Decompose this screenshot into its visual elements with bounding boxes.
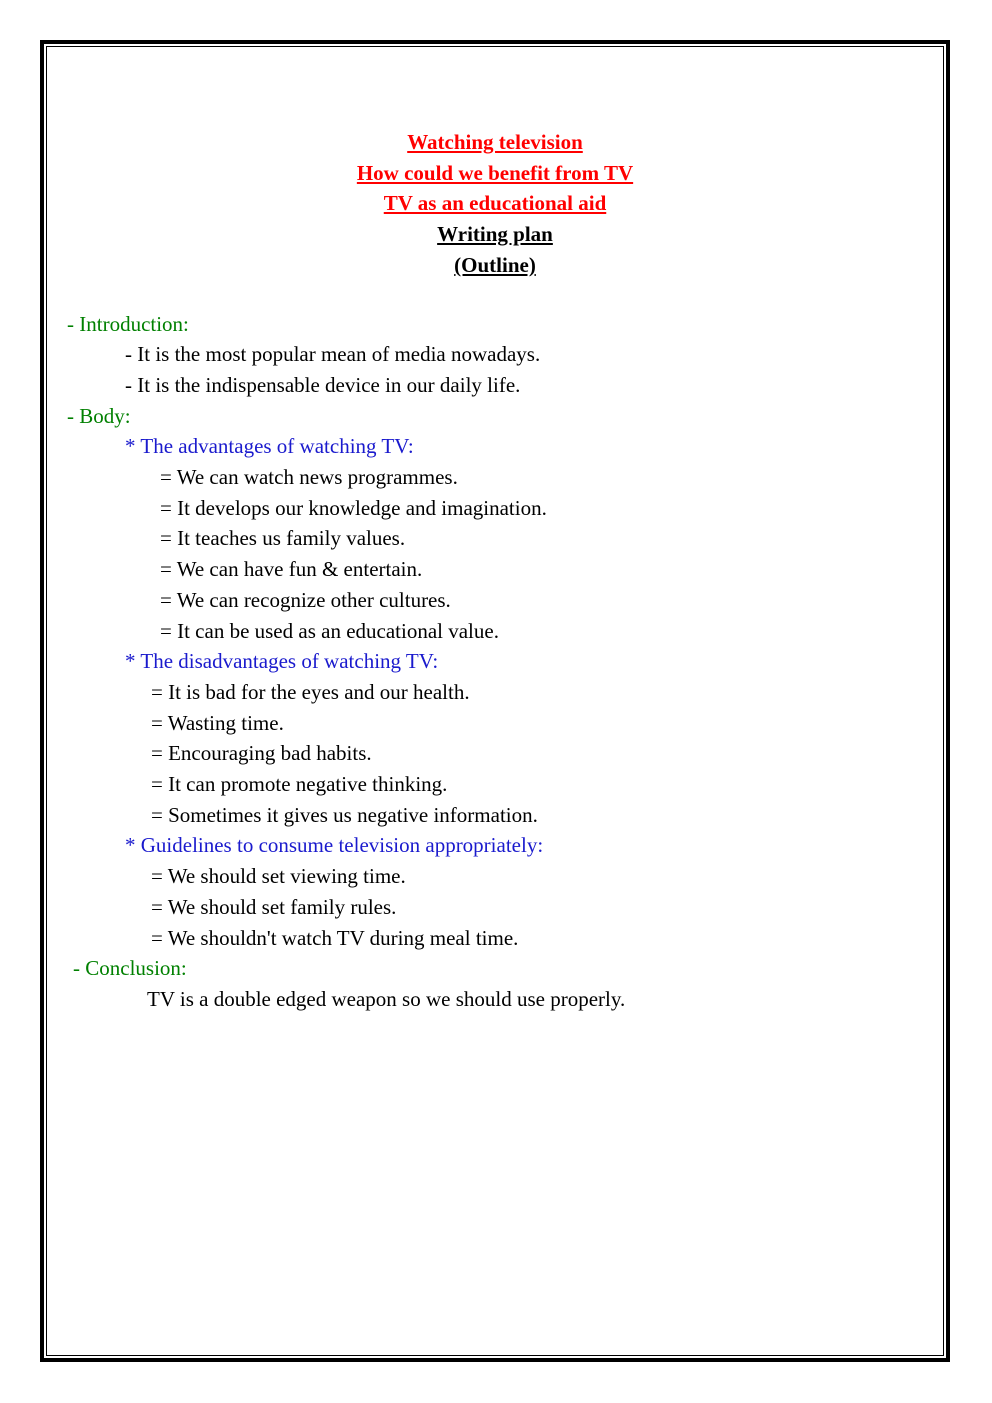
- outline-content: [47, 309, 943, 1015]
- advantages-item: = We can watch news programmes.: [160, 465, 458, 490]
- document-title-line-3: TV as an educational aid: [383, 191, 607, 216]
- guidelines-item: = We shouldn't watch TV during meal time.: [151, 925, 519, 950]
- writing-plan-title: Writing plan: [437, 222, 553, 247]
- page-border: [40, 40, 950, 1362]
- disadvantages-item: = It is bad for the eyes and our health.: [151, 679, 470, 704]
- introduction-heading: - Introduction:: [67, 311, 189, 336]
- advantages-heading: * The advantages of watching TV:: [125, 434, 414, 459]
- title-block: [47, 127, 943, 281]
- introduction-item: - It is the indispensable device in our daily life.: [125, 372, 521, 397]
- guidelines-item: = We should set family rules.: [151, 894, 397, 919]
- disadvantages-item: = Sometimes it gives us negative information.: [151, 802, 538, 827]
- advantages-item: = It can be used as an educational value.: [160, 618, 499, 643]
- conclusion-heading: - Conclusion:: [73, 956, 187, 981]
- disadvantages-heading: * The disadvantages of watching TV:: [125, 649, 439, 674]
- advantages-item: = It teaches us family values.: [160, 526, 406, 551]
- guidelines-item: = We should set viewing time.: [151, 864, 406, 889]
- disadvantages-item: = It can promote negative thinking.: [151, 772, 448, 797]
- conclusion-text: TV is a double edged weapon so we should use properly.: [147, 986, 626, 1011]
- outline-subtitle: (Outline): [454, 252, 536, 277]
- document-title-line-1: Watching television: [407, 130, 583, 154]
- body-heading: - Body:: [67, 403, 131, 428]
- page-border-inner: [46, 46, 944, 1356]
- guidelines-heading: * Guidelines to consume television appropriately:: [125, 833, 544, 858]
- advantages-item: = It develops our knowledge and imagination.: [160, 495, 547, 520]
- document-title-line-2: How could we benefit from TV: [356, 160, 634, 185]
- introduction-item: - It is the most popular mean of media nowadays.: [125, 342, 541, 367]
- disadvantages-item: = Encouraging bad habits.: [151, 741, 372, 766]
- disadvantages-item: = Wasting time.: [151, 710, 284, 735]
- advantages-item: = We can recognize other cultures.: [160, 587, 451, 612]
- advantages-item: = We can have fun & entertain.: [160, 557, 423, 582]
